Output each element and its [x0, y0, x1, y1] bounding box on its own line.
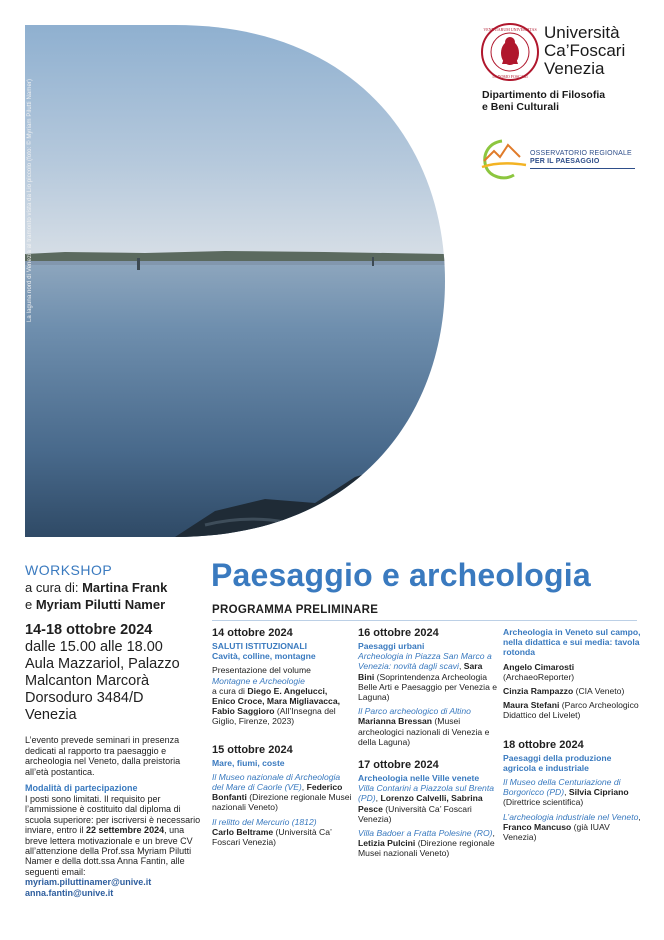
program-divider: [212, 620, 637, 621]
talk: Archeologia in Piazza San Marco a Venezia: novità dagli scavi, Sara Bini (Soprintendenza Archeologia Belle Arti e Paesaggio per Venezia e Laguna): [358, 651, 498, 703]
session-title: SALUTI ISTITUZIONALI: [212, 641, 308, 651]
venue-line: Aula Mazzariol, Palazzo: [25, 656, 180, 672]
venue-line: Venezia: [25, 707, 77, 723]
talk: Il Museo nazionale di Archeologia del Mare di Caorle (VE), Federico Bonfanti (Direzione regionale Musei nazionali Veneto): [212, 771, 352, 813]
program-column: [503, 627, 643, 846]
hero-photo: [25, 25, 445, 537]
talk: L’archeologia industriale nel Veneto, Franco Mancuso (già IUAV Venezia): [503, 811, 641, 843]
observatory-name: OSSERVATORIO REGIONALE PER IL PAESAGGIO: [530, 150, 632, 165]
session-title: Paesaggi urbani: [358, 641, 425, 651]
panelist: Maura Stefani (Parco Archeologico Didattico del Livelet): [503, 700, 639, 721]
observatory-logo-icon: [480, 137, 528, 181]
program-title: PROGRAMMA PRELIMINARE: [212, 604, 379, 616]
observatory-underline: [530, 168, 635, 169]
session-title: Cavità, colline, montagne: [212, 651, 316, 662]
day-date: 15 ottobre 2024: [212, 743, 293, 756]
university-name: Università Ca’Foscari Venezia: [544, 23, 626, 78]
session-title: Archeologia nelle Ville venete: [358, 773, 480, 784]
event-dates: 14-18 ottobre 2024: [25, 622, 153, 638]
university-seal-icon: [480, 22, 540, 82]
day-date: 17 ottobre 2024: [358, 759, 439, 772]
venue-line: Malcanton Marcorà: [25, 673, 150, 689]
talk: Il relitto del Mercurio (1812) Carlo Beltrame (Università Ca’ Foscari Venezia): [212, 816, 332, 848]
venue-line: Dorsoduro 3484/D: [25, 690, 144, 706]
talk: Il Museo della Centuriazione di Borgoricco (PD), Silvia Cipriano (Direttrice scientifica): [503, 777, 629, 808]
day-date: 14 ottobre 2024: [212, 627, 293, 639]
session-title: Archeologia in Veneto sul campo, nella didattica e sui media: tavola rotonda: [503, 627, 641, 658]
page-title: Paesaggio e archeologia: [211, 557, 591, 593]
program-column: [212, 627, 352, 851]
talk: Il Parco archeologico di Altino Marianna Bressan (Musei archeologici nazionali di Venezia e della Laguna): [358, 706, 490, 747]
photo-credit: La laguna nord di Venezia al tramonto vista da Lio piccolo (foto: © Myriam Pilutti Namer): [27, 78, 33, 322]
program-column: [358, 627, 498, 863]
talk: Villa Contarini a Piazzola sul Brenta (PD), Lorenzo Calvelli, Sabrina Pesce (Università Ca’ Foscari Venezia): [358, 783, 494, 824]
event-intro: L’evento prevede seminari in presenza dedicati al rapporto tra paesaggio e archeologia nel Veneto, dalla preistoria all’età postantica.: [25, 735, 181, 777]
day-date: 18 ottobre 2024: [503, 738, 584, 751]
department-name: Dipartimento di Filosofia e Beni Culturali: [482, 89, 606, 113]
svg-text:IN DOMO FOSCARI: IN DOMO FOSCARI: [492, 74, 528, 79]
day-date: 16 ottobre 2024: [358, 627, 439, 639]
event-info: [25, 562, 205, 898]
svg-text:VENETIARUM UNIVERSITAS: VENETIARUM UNIVERSITAS: [483, 27, 537, 32]
event-hours: dalle 15.00 alle 18.00: [25, 639, 163, 655]
contact-emails: [25, 877, 205, 898]
participation-text: I posti sono limitati. Il requisito per l’ammissione è costituito dal diploma di scuola superiore: per iscriversi è necessario inviare, entro il 22 settembre 2024, una breve lettera motivazionale e un breve CV all’attenzione della Prof.ssa Myriam Pilutti Namer e della dott.ssa Anna Fantin, alle seguenti email:: [25, 794, 201, 877]
workshop-label: WORKSHOP: [25, 562, 113, 578]
panelist: Angelo Cimarosti (ArchaeoReporter): [503, 661, 575, 682]
participation-title: Modalità di partecipazione: [25, 783, 138, 793]
talk: Presentazione del volume Montagne e Archeologie a cura di Diego E. Angelucci, Enico Croce, Mara Migliavacca, Fabio Saggioro (All’Insegna del Giglio, Firenze, 2023): [212, 665, 341, 727]
email-link[interactable]: anna.fantin@unive.it: [25, 887, 114, 898]
curators: a cura di: Martina Frank e Myriam Pilutti Namer: [25, 580, 168, 612]
talk: Villa Badoer a Fratta Polesine (RO), Letizia Pulcini (Direzione regionale Musei nazionali Veneto): [358, 828, 495, 859]
session-title: Paesaggi della produzione agricola e industriale: [503, 752, 612, 773]
panelist: Cinzia Rampazzo (CIA Veneto): [503, 686, 625, 697]
email-link[interactable]: myriam.piluttinamer@unive.it: [25, 877, 152, 888]
session-title: Mare, fiumi, coste: [212, 757, 285, 768]
